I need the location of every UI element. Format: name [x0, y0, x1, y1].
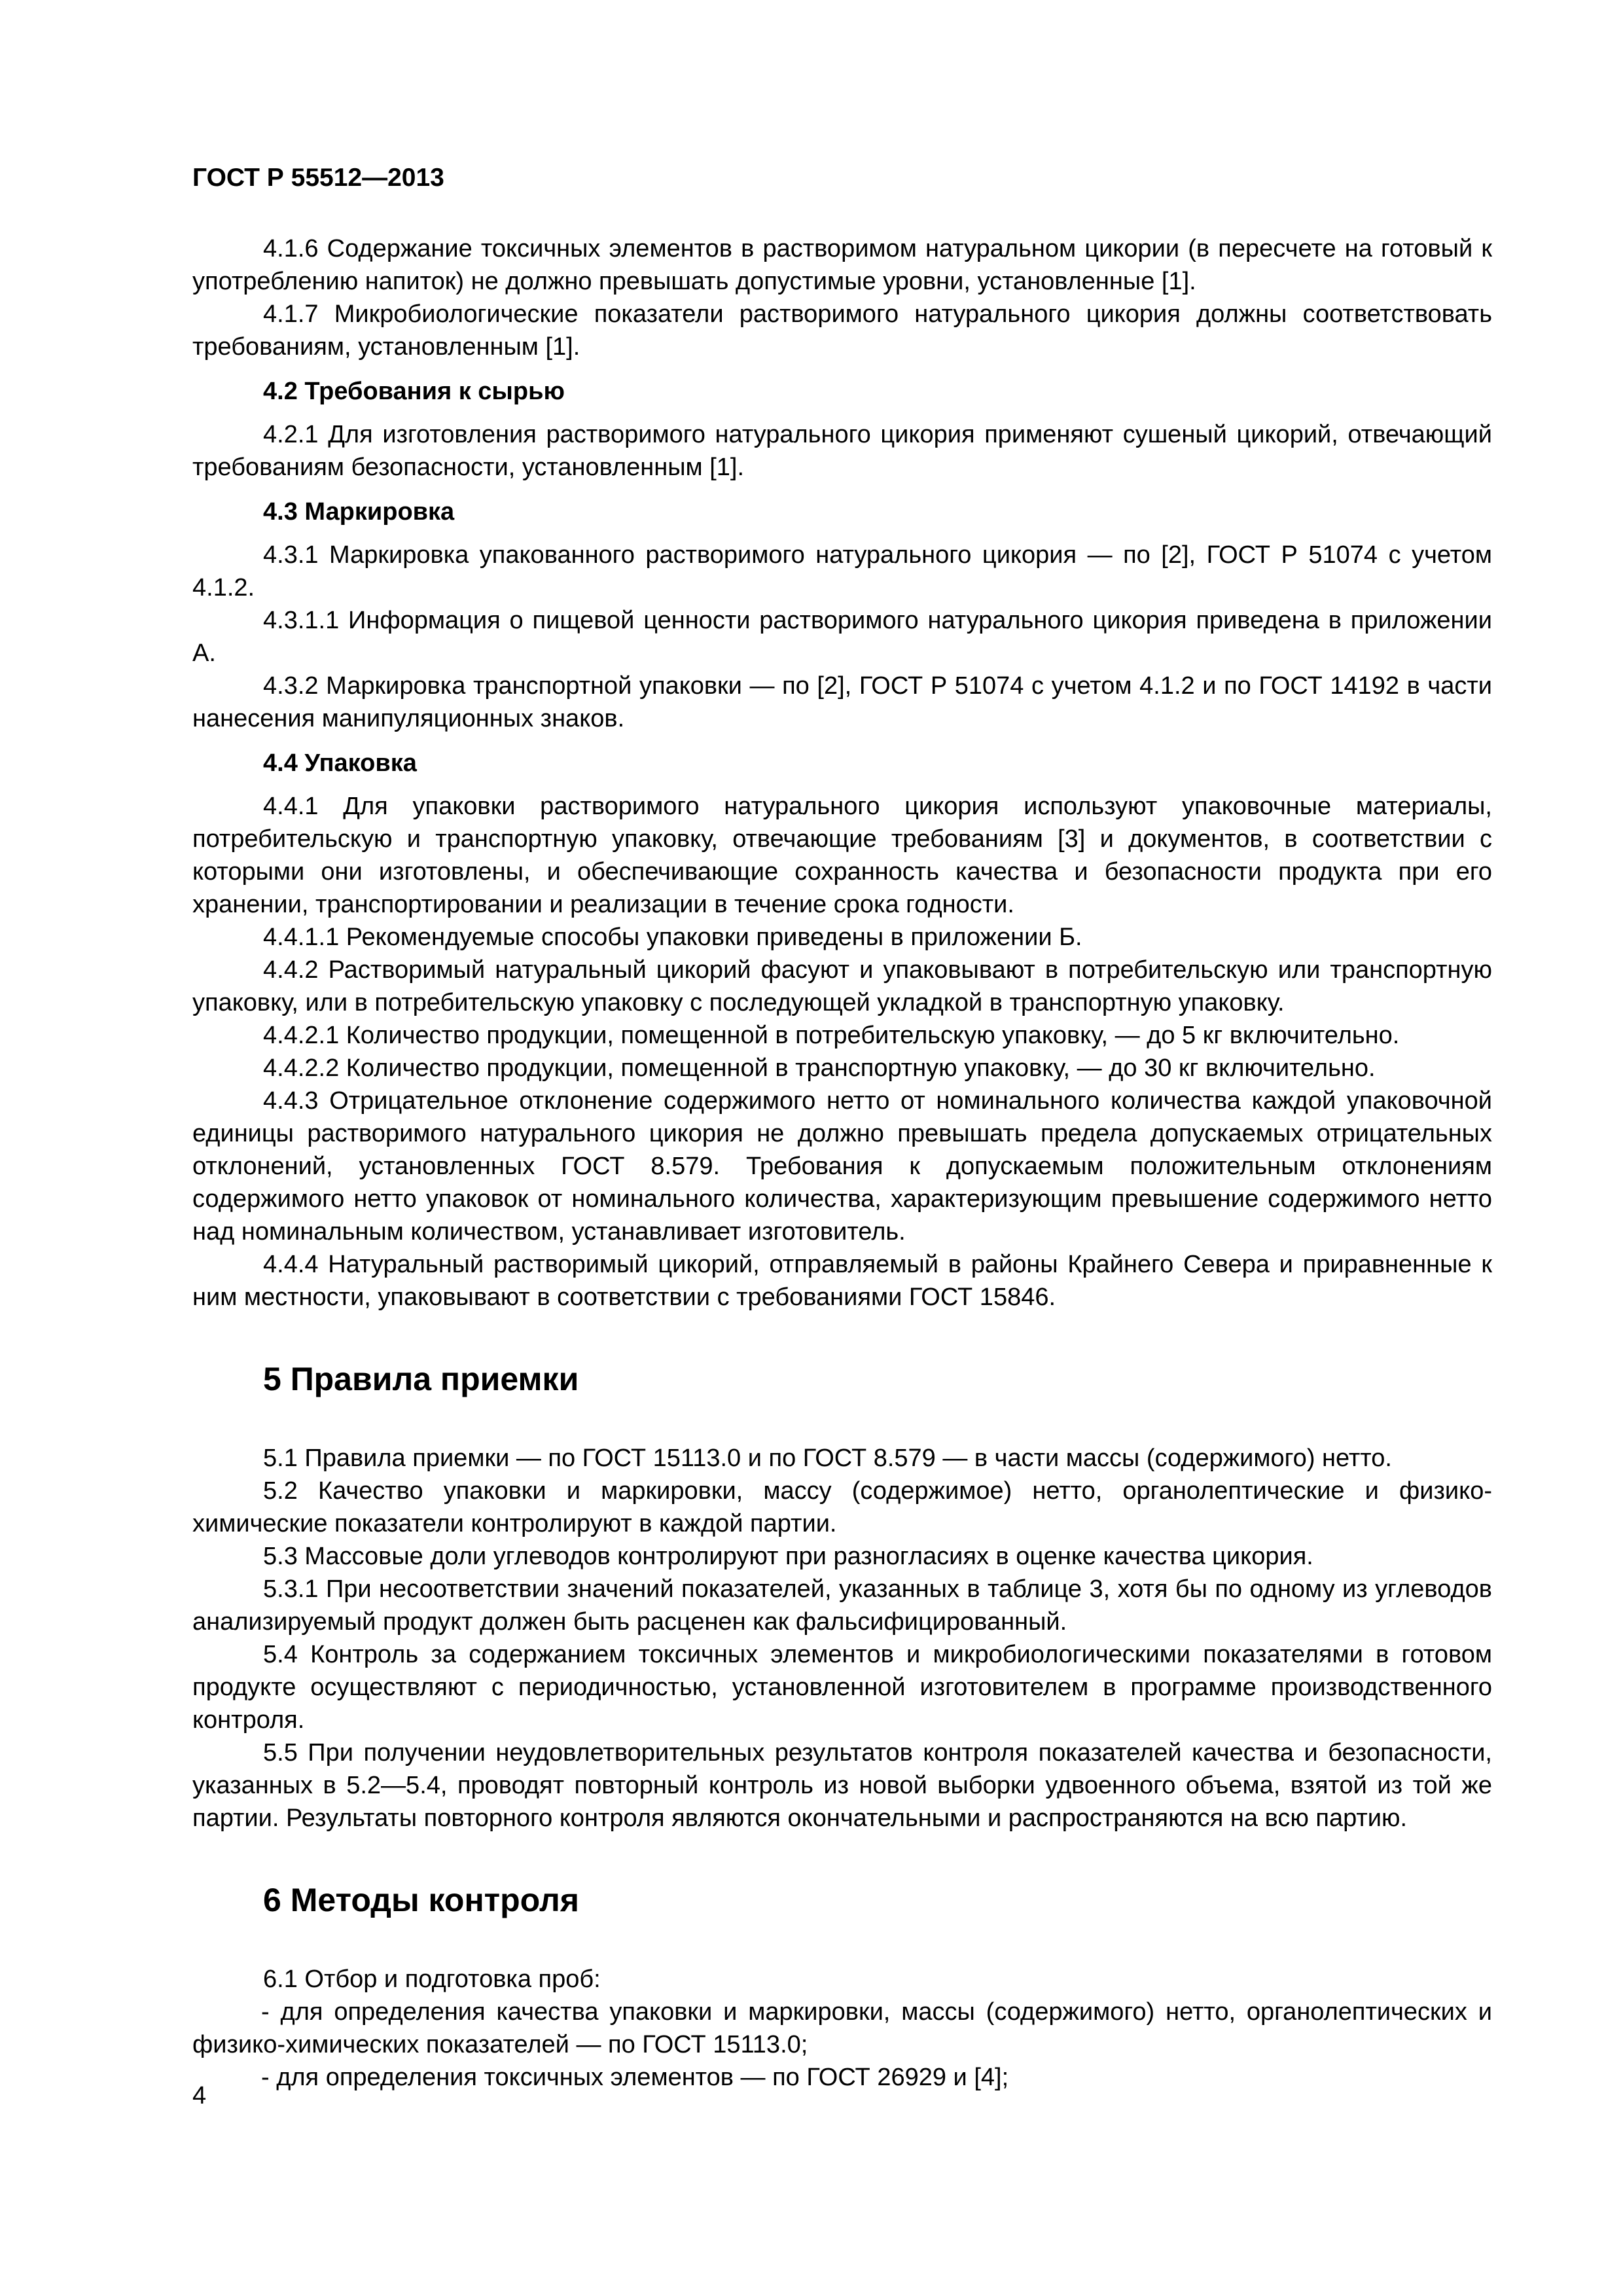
paragraph-4-4-3: 4.4.3 Отрицательное отклонение содержимого нетто от номинального количества каждой упаковочной единицы растворимого натурального цикория не должно превышать предела допускаемых отрицательных отклонений, установленных ГОСТ 8.579. Требования к допускаемым положительным отклонениям содержимого нетто упаковок от номинального количества, характеризующим превышение содержимого нетто над номинальным количеством, устанавливает изготовитель. [192, 1087, 1492, 1246]
paragraph-4-1-7: 4.1.7 Микробиологические показатели растворимого натурального цикория должны соответствовать требованиям, установленным [1]. [192, 300, 1492, 361]
paragraph-4-1-6: 4.1.6 Содержание токсичных элементов в растворимом натуральном цикории (в пересчете на готовый к употреблению напиток) не должно превышать допустимые уровни, установленные [1]. [192, 235, 1492, 295]
list-item: - для определения токсичных элементов — по ГОСТ 26929 и [4]; [261, 2064, 1009, 2091]
paragraph-4-3-1-1: 4.3.1.1 Информация о пищевой ценности растворимого натурального цикория приведена в приложении А. [192, 607, 1492, 667]
paragraph-4-4-2-1: 4.4.2.1 Количество продукции, помещенной в потребительскую упаковку, — до 5 кг включительно. [263, 1022, 1400, 1049]
paragraph-5-3: 5.3 Массовые доли углеводов контролируют при разногласиях в оценке качества цикория. [263, 1543, 1313, 1570]
list-item: - для определения качества упаковки и маркировки, массы (содержимого) нетто, органолептических и физико-химических показателей — по ГОСТ 15113.0; [192, 1998, 1492, 2058]
paragraph-6-1: 6.1 Отбор и подготовка проб: [263, 1965, 601, 1993]
paragraph-5-5: 5.5 При получении неудовлетворительных результатов контроля показателей качества и безопасности, указанных в 5.2—5.4, проводят повторный контроль из новой выборки удвоенного объема, взятой из той же партии. Результаты повторного контроля являются окончательными и распространяются на всю партию. [192, 1739, 1492, 1832]
paragraph-5-3-1: 5.3.1 При несоответствии значений показателей, указанных в таблице 3, хотя бы по одному из углеводов анализируемый продукт должен быть расценен как фальсифицированный. [192, 1575, 1492, 1636]
paragraph-4-4-1: 4.4.1 Для упаковки растворимого натурального цикория используют упаковочные материалы, потребительскую и транспортную упаковку, отвечающие требованиям [3] и документов, в соответствии с которыми они изготовлены, и обеспечивающие сохранность качества и безопасности продукта при его хранении, транспортировании и реализации в течение срока годности. [192, 793, 1492, 918]
page-number: 4 [192, 2082, 207, 2109]
subsection-heading-4-3: 4.3 Маркировка [263, 498, 455, 526]
subsection-heading-4-2: 4.2 Требования к сырью [263, 378, 565, 405]
paragraph-4-4-1-1: 4.4.1.1 Рекомендуемые способы упаковки приведены в приложении Б. [263, 924, 1082, 951]
section-heading-6: 6 Методы контроля [263, 1882, 579, 1918]
paragraph-4-4-4: 4.4.4 Натуральный растворимый цикорий, отправляемый в районы Крайнего Севера и приравненные к ним местности, упаковывают в соответствии с требованиями ГОСТ 15846. [192, 1251, 1492, 1311]
subsection-heading-4-4: 4.4 Упаковка [263, 749, 417, 777]
paragraph-5-2: 5.2 Качество упаковки и маркировки, массу (содержимое) нетто, органолептические и физико-химические показатели контролируют в каждой партии. [192, 1477, 1492, 1537]
paragraph-4-2-1: 4.2.1 Для изготовления растворимого натурального цикория применяют сушеный цикорий, отвечающий требованиям безопасности, установленным [1]. [192, 421, 1492, 481]
paragraph-4-4-2-2: 4.4.2.2 Количество продукции, помещенной в транспортную упаковку, — до 30 кг включительно. [263, 1054, 1376, 1082]
paragraph-5-4: 5.4 Контроль за содержанием токсичных элементов и микробиологическими показателями в готовом продукте осуществляют с периодичностью, установленной изготовителем в программе производственного контроля. [192, 1641, 1492, 1734]
paragraph-5-1: 5.1 Правила приемки — по ГОСТ 15113.0 и по ГОСТ 8.579 — в части массы (содержимого) нетто. [263, 1444, 1392, 1472]
paragraph-4-3-1: 4.3.1 Маркировка упакованного растворимого натурального цикория — по [2], ГОСТ Р 51074 с учетом 4.1.2. [192, 541, 1492, 601]
document-body [192, 232, 1492, 2094]
paragraph-4-3-2: 4.3.2 Маркировка транспортной упаковки — по [2], ГОСТ Р 51074 с учетом 4.1.2 и по ГОСТ 14192 в части нанесения манипуляционных знаков. [192, 672, 1492, 732]
paragraph-4-4-2: 4.4.2 Растворимый натуральный цикорий фасуют и упаковывают в потребительскую или транспортную упаковку, или в потребительскую упаковку с последующей укладкой в транспортную упаковку. [192, 956, 1492, 1016]
document-header: ГОСТ Р 55512—2013 [192, 164, 444, 192]
section-heading-5: 5 Правила приемки [263, 1361, 579, 1397]
